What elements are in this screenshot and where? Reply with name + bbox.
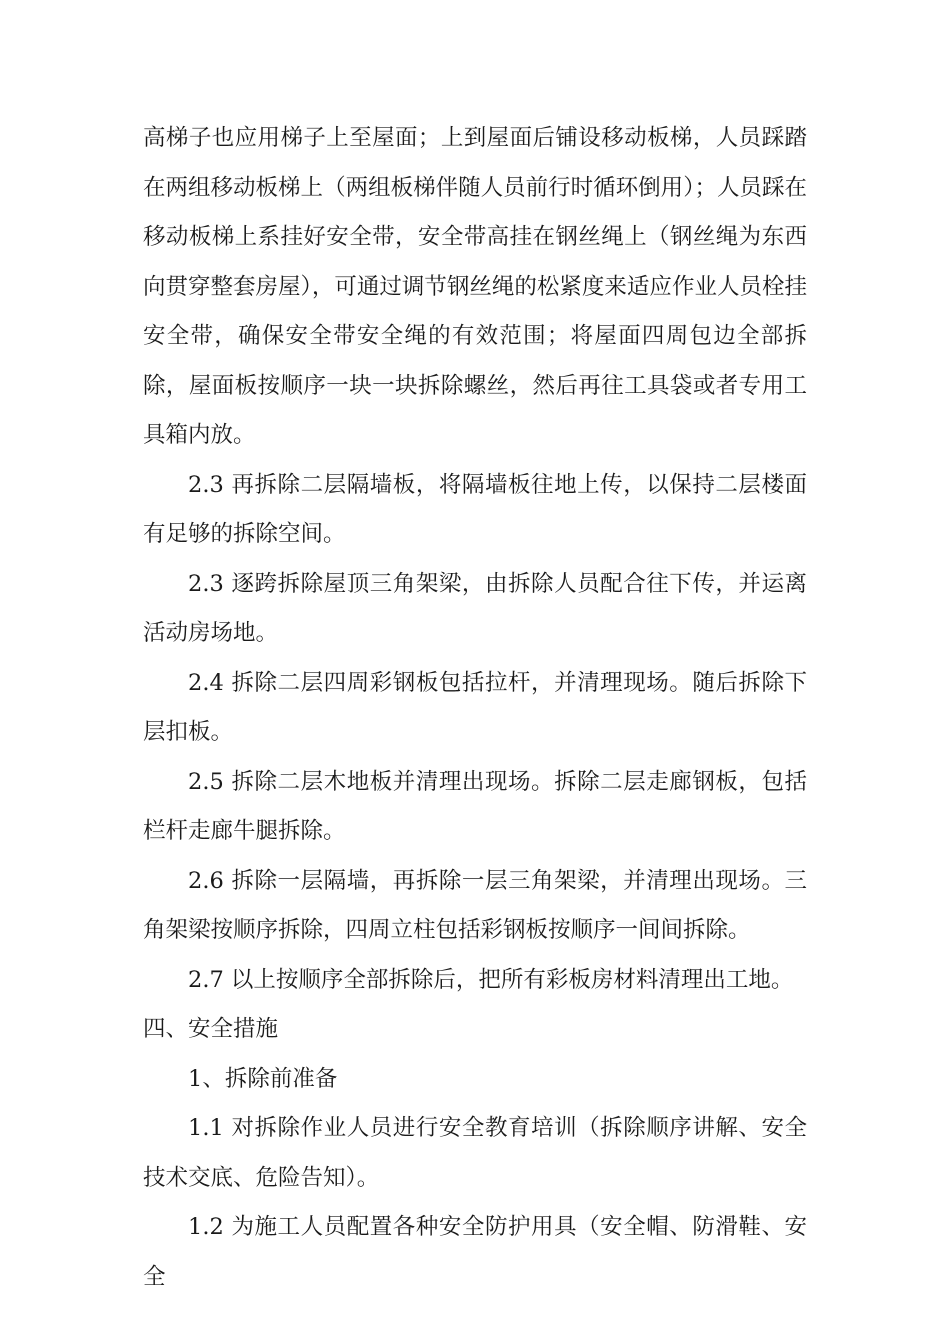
- document-body: [143, 114, 807, 1302]
- paragraph-2-7: 2.7 以上按顺序全部拆除后，把所有彩板房材料清理出工地。: [188, 966, 794, 993]
- paragraph-continuation: 高梯子也应用梯子上至屋面；上到屋面后铺设移动板梯，人员踩踏在两组移动板梯上（两组板梯伴随人员前行时循环倒用）；人员踩在移动板梯上系挂好安全带，安全带高挂在钢丝绳上（钢丝绳为东西向贯穿整套房屋），可通过调节钢丝绳的松紧度来适应作业人员栓挂安全带，确保安全带安全绳的有效范围；将屋面四周包边全部拆除，屋面板按顺序一块一块拆除螺丝，然后再往工具袋或者专用工具箱内放。: [143, 125, 807, 448]
- paragraph-2-5: 2.5 拆除二层木地板并清理出现场。拆除二层走廊钢板，包括栏杆走廊牛腿拆除。: [143, 768, 807, 844]
- section-heading-safety-measures: 四、安全措施: [143, 1016, 279, 1042]
- paragraph-2-3-truss-removal: 2.3 逐跨拆除屋顶三角架梁，由拆除人员配合往下传，并运离活动房场地。: [143, 570, 807, 646]
- paragraph-1-1: 1.1 对拆除作业人员进行安全教育培训（拆除顺序讲解、安全技术交底、危险告知）。: [143, 1115, 807, 1191]
- paragraph-1-2: 1.2 为施工人员配置各种安全防护用具（安全帽、防滑鞋、安全: [143, 1214, 807, 1290]
- paragraph-2-3-partition-removal: 2.3 再拆除二层隔墙板，将隔墙板往地上传，以保持二层楼面有足够的拆除空间。: [143, 471, 807, 547]
- paragraph-2-4: 2.4 拆除二层四周彩钢板包括拉杆，并清理现场。随后拆除下层扣板。: [143, 669, 807, 745]
- paragraph-2-6: 2.6 拆除一层隔墙，再拆除一层三角架梁，并清理出现场。三角架梁按顺序拆除，四周立柱包括彩钢板按顺序一间间拆除。: [143, 867, 807, 943]
- subheading-pre-removal-preparation: 1、拆除前准备: [188, 1065, 338, 1092]
